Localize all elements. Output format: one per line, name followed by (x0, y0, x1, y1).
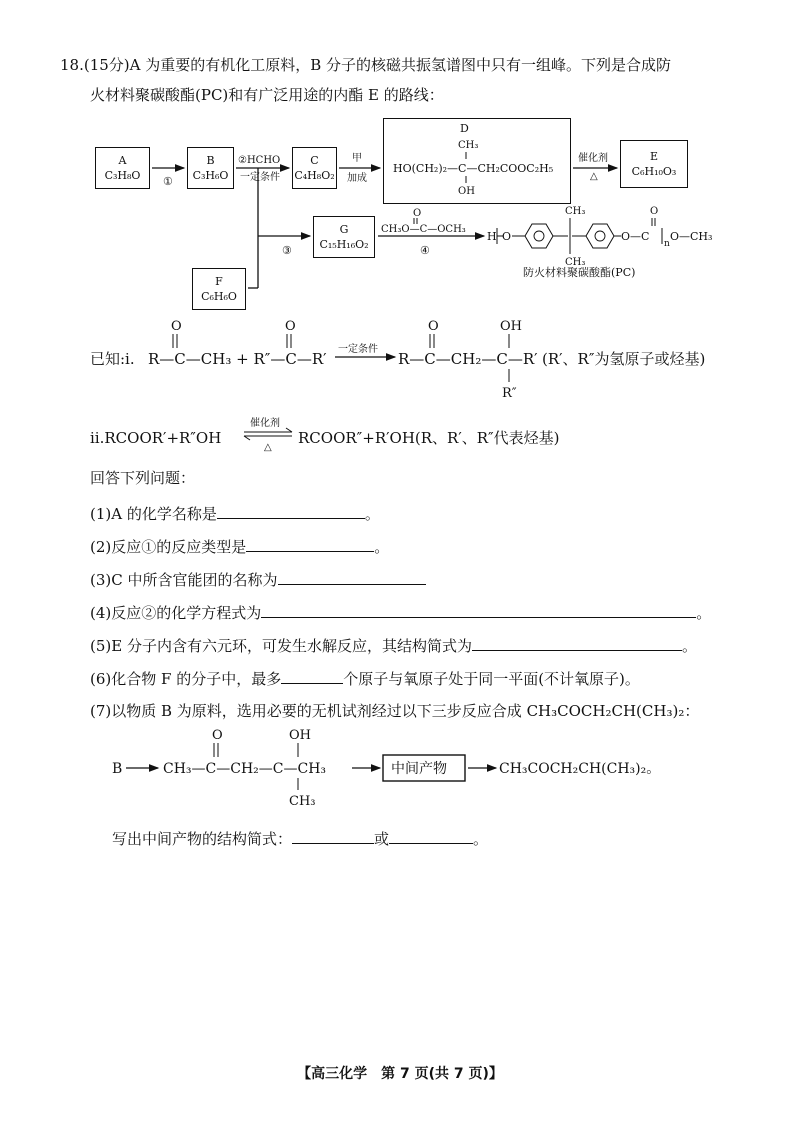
compound-G-label: G (339, 223, 349, 236)
reagent4-o: O (413, 208, 422, 219)
question-6 (90, 667, 640, 690)
known-ii-cond-top: 催化剂 (250, 418, 280, 429)
known-o2: O (285, 319, 296, 334)
question-intro-line2: 火材料聚碳酸酯(PC)和有广泛用途的内酯 E 的路线： (90, 86, 444, 104)
question-3-text: (3)C 中所含官能团的名称为 (90, 571, 278, 589)
pc-n: n (664, 239, 670, 249)
reagent4: CH₃O—C—OCH₃ (381, 224, 466, 235)
question-2 (90, 535, 389, 558)
compound-D-top: CH₃ (458, 140, 479, 151)
question-score: (15分) (83, 56, 130, 74)
known-reaction-i (0, 312, 800, 402)
answer-blank-2[interactable] (246, 535, 374, 552)
compound-G-formula: C₁₅H₁₆O₂ (319, 238, 369, 251)
known-reaction-ii (90, 427, 221, 449)
known-ii-product: RCOOR″+R′OH(R、R′、R″代表烃基) (298, 429, 560, 447)
known-r1-note: (R′、R″为氢原子或烃基) (542, 350, 706, 368)
compound-F-label: F (215, 275, 223, 288)
page-footer: 【高三化学 第 7 页(共 7 页)】 (297, 1066, 503, 1082)
question-4-post: 。 (696, 604, 712, 622)
compound-D-label: D (460, 122, 469, 135)
compound-E-formula: C₆H₁₀O₃ (631, 165, 677, 178)
question-6-mid: 个原子与氧原子处于同一平面(不计氧原子)。 (343, 670, 640, 688)
known-r1-cond: 一定条件 (338, 344, 378, 355)
route7-oh: OH (289, 728, 311, 743)
synthesis-scheme (0, 110, 800, 290)
arrow-cat-top: 催化剂 (578, 153, 608, 164)
pc-name: 防火材料聚碳酸酯(PC) (523, 266, 636, 279)
question-5-text: (5)E 分子内含有六元环，可发生水解反应，其结构简式为 (90, 637, 472, 655)
answer-blank-7b[interactable] (389, 827, 473, 844)
compound-B-label: B (206, 154, 215, 167)
arrow2-top: ②HCHO (238, 155, 281, 166)
question-2-text: (2)反应①的反应类型是 (90, 538, 247, 556)
answer-blank-1[interactable] (217, 502, 365, 519)
known-r2sub: R″ (502, 386, 517, 401)
answer-intro: 回答下列问题： (90, 469, 196, 487)
question-header (60, 54, 671, 76)
arrow-jia-top: 甲 (352, 153, 362, 164)
answer-blank-3[interactable] (278, 568, 426, 585)
compound-C-formula: C₄H₈O₂ (294, 169, 335, 182)
arrow-cat-bottom: △ (590, 171, 598, 182)
pc-o1: O (502, 230, 512, 243)
question-4 (90, 601, 711, 624)
answer-blank-4[interactable] (261, 601, 696, 618)
known-ii-arrow (242, 414, 298, 454)
answer-blank-7a[interactable] (292, 827, 374, 844)
known-label: 已知:ⅰ. (90, 350, 135, 368)
arrow-jia-bottom: 加成 (347, 173, 367, 184)
question-7: (7)以物质 B 为原料，选用必要的无机试剂经过以下三步反应合成 CH₃COCH₂CH(CH₃)₂： (90, 702, 700, 720)
pc-methyl-top: CH₃ (565, 206, 586, 217)
known-r1-product: R—C—CH₂—C—R′ (398, 350, 538, 368)
question-5 (90, 634, 697, 657)
question-1-post: 。 (364, 505, 380, 523)
route-7-scheme (0, 720, 800, 815)
arrow1-label: ① (163, 175, 173, 188)
pc-carbonyl: O (650, 206, 659, 217)
answer-blank-5[interactable] (472, 634, 682, 651)
question-6-text: (6)化合物 F 的分子中，最多 (90, 670, 282, 688)
known-r1-left: R—C—CH₃ + R″—C—R′ (148, 350, 327, 368)
compound-D-bottom: OH (458, 186, 475, 197)
question-number: 18. (60, 56, 84, 74)
compound-A-formula: C₃H₈O (104, 169, 141, 182)
route7-start: B (112, 761, 123, 777)
known-o3: O (428, 319, 439, 334)
known-ii-label: ⅱ. (90, 429, 105, 447)
pc-right: O—C (621, 230, 650, 243)
question-7-answer-text: 写出中间产物的结构简式： (112, 830, 293, 848)
benzene-ring-2 (586, 224, 614, 248)
route7-box-label: 中间产物 (391, 761, 447, 777)
question-intro-line1: A 为重要的有机化工原料，B 分子的核磁共振氢谱图中只有一组峰。下列是合成防 (129, 56, 672, 74)
question-2-post: 。 (374, 538, 390, 556)
arrow3-label: ③ (282, 244, 292, 257)
route7-ch3: CH₃ (289, 794, 316, 809)
compound-F-formula: C₆H₆O (201, 290, 237, 303)
route7-o: O (212, 728, 223, 743)
question-1 (90, 502, 380, 525)
known-o1: O (171, 319, 182, 334)
question-7-answer-or: 或 (374, 830, 390, 848)
compound-C-label: C (310, 154, 319, 167)
known-ii-cond-bottom: △ (264, 442, 272, 453)
compound-E-label: E (649, 150, 659, 163)
question-4-text: (4)反应②的化学方程式为 (90, 604, 262, 622)
compound-D-structure: HO(CH₂)₂—C—CH₂COOC₂H₅ (393, 162, 554, 175)
pc-left: H (487, 230, 497, 243)
pc-methyl-bottom: CH₃ (565, 257, 586, 268)
question-3 (90, 568, 426, 591)
question-1-text: (1)A 的化学名称是 (90, 505, 217, 523)
compound-B-formula: C₃H₆O (192, 169, 229, 182)
arrow4-label: ④ (420, 244, 430, 257)
known-oh: OH (500, 319, 522, 334)
question-7-answer (112, 827, 488, 850)
pc-end: O—CH₃ (670, 230, 713, 243)
compound-A-label: A (118, 154, 127, 167)
question-7-answer-post: 。 (473, 830, 489, 848)
route7-mid-struct: CH₃—C—CH₂—C—CH₃ (163, 761, 327, 777)
route7-product: CH₃COCH₂CH(CH₃)₂。 (499, 761, 661, 777)
known-ii-text: RCOOR′+R″OH (104, 429, 222, 447)
arrow2-bottom: 一定条件 (240, 172, 280, 183)
answer-blank-6[interactable] (281, 667, 343, 684)
benzene-ring-1 (525, 224, 553, 248)
question-5-post: 。 (681, 637, 697, 655)
